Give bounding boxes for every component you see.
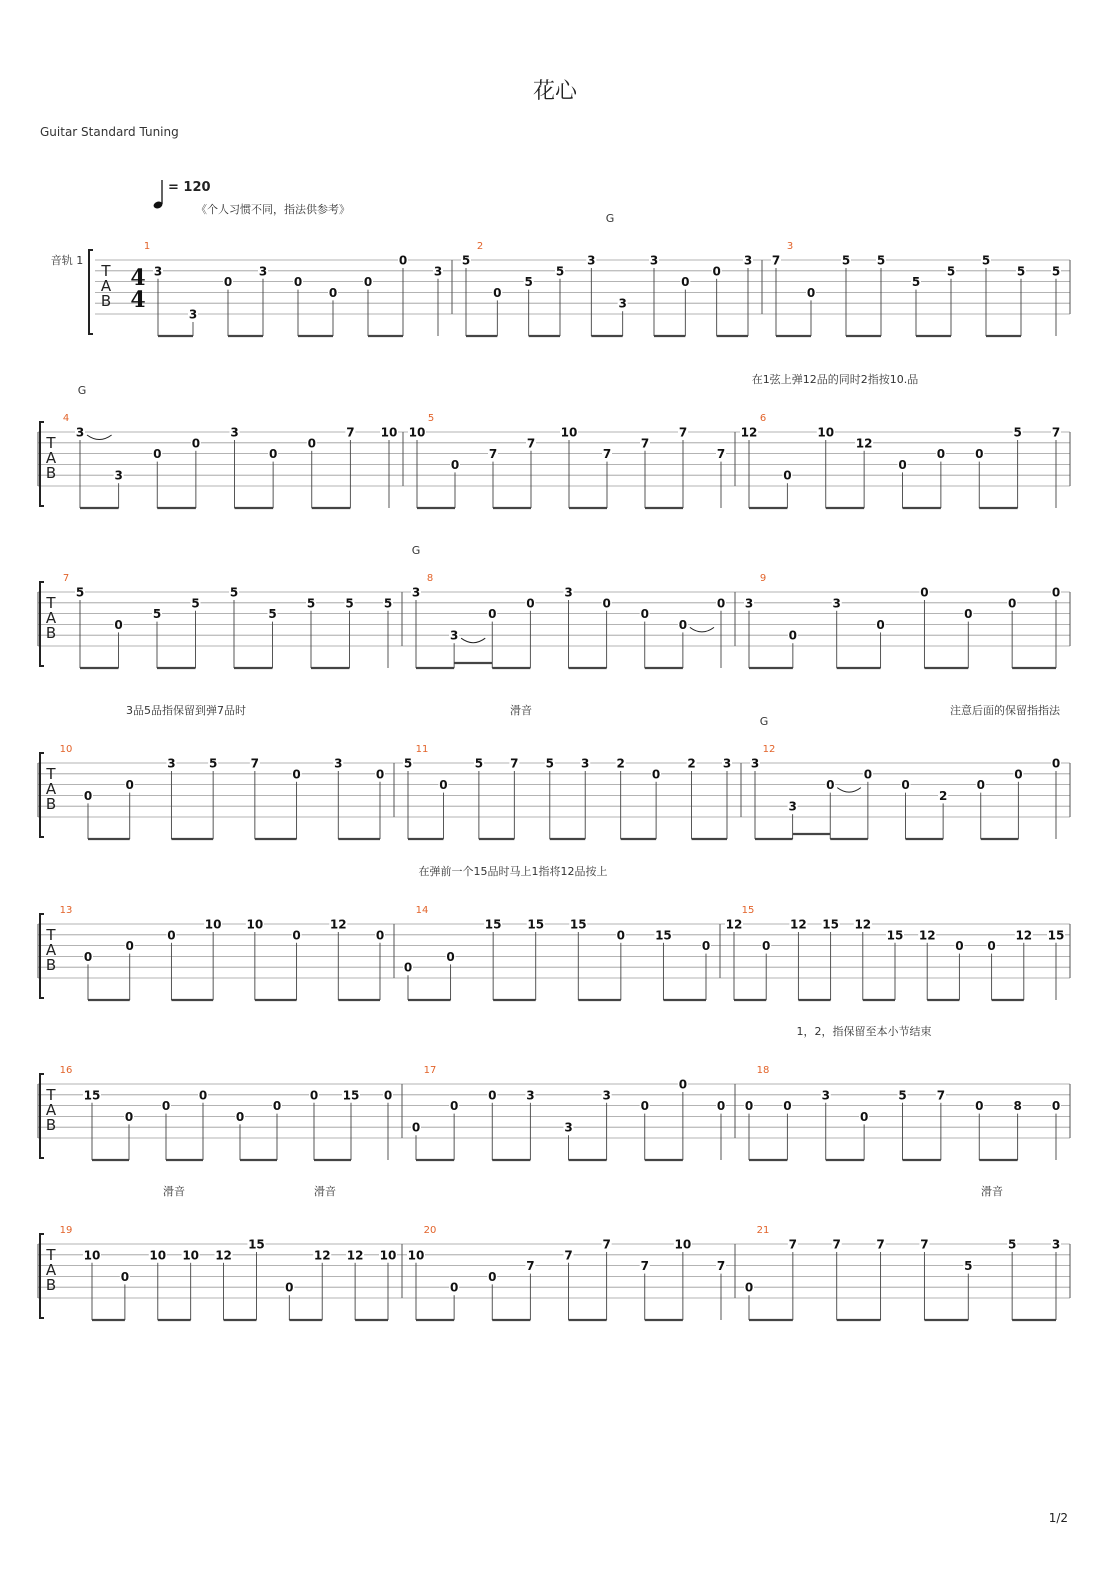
tab-clef-letter: T [101,262,111,280]
fret-number: 0 [161,1099,171,1114]
fret-number: 5 [152,607,162,622]
fret-number: 0 [616,928,626,943]
fret-number: 5 [964,1259,973,1274]
fret-number: 0 [488,1269,497,1284]
fret-number: 3 [1051,1237,1061,1252]
fret-number: 5 [545,756,554,771]
fret-number: 3 [587,253,596,268]
fret-number: 0 [681,275,690,290]
tuning-label: Guitar Standard Tuning [40,125,179,139]
fret-number: 0 [449,1280,459,1295]
fret-number: 3 [114,468,123,483]
measure-number: 8 [426,573,434,584]
fret-number: 5 [191,596,200,611]
fret-number: 0 [744,1280,754,1295]
fret-number: 12 [313,1248,331,1263]
tab-system [38,1184,1070,1320]
fret-number: 0 [898,457,907,472]
fret-number: 12 [855,436,873,451]
performance-note: 滑音 [981,1185,1003,1198]
fret-number: 7 [526,436,536,451]
fret-number: 0 [328,285,338,300]
fret-number: 0 [976,778,985,793]
fret-number: 3 [230,425,239,440]
measure-number: 3 [786,241,794,252]
tab-clef-letter: T [46,594,56,612]
measure-number: 5 [427,413,435,424]
fret-number: 12 [346,1248,364,1263]
measure-number: 16 [59,1065,73,1076]
fret-number: 0 [716,1099,726,1114]
fret-number: 3 [722,756,732,771]
fret-number: 3 [188,307,198,322]
fret-number: 10 [182,1248,200,1263]
fret-number: 10 [379,1248,397,1263]
fret-number: 7 [510,756,519,771]
fret-number: 0 [272,1099,282,1114]
fret-number: 3 [744,596,754,611]
fret-number: 0 [1014,767,1023,782]
tab-clef-letter: B [45,795,57,813]
track-name: 音轨 1 [50,254,84,267]
fret-number: 0 [493,285,502,300]
fret-number: 0 [120,1269,130,1284]
tab-clef-letter: A [45,609,57,627]
fret-number: 3 [581,756,590,771]
fret-number: 0 [125,778,134,793]
performance-note: 滑音 [314,1185,336,1198]
fret-number: 5 [403,756,413,771]
fret-number: 0 [744,1099,754,1114]
fret-number: 12 [854,917,872,932]
fret-number: 0 [806,285,816,300]
fret-number: 0 [987,939,996,954]
fret-number: 5 [474,756,484,771]
fret-number: 0 [285,1280,294,1295]
fret-number: 7 [788,1237,798,1252]
fret-number: 0 [1051,756,1061,771]
fret-number: 0 [964,607,973,622]
fret-number: 5 [1016,264,1026,279]
tie-arc [461,638,485,643]
measure-number: 20 [423,1225,437,1236]
tab-clef-letter: T [46,1246,56,1264]
fret-number: 12 [918,928,936,943]
performance-note: 注意后面的保留指指法 [950,704,1060,717]
fret-number: 5 [555,264,565,279]
tab-system [38,703,1070,839]
fret-number: 0 [153,447,162,462]
fret-number: 0 [712,264,721,279]
measure-number: 9 [759,573,767,584]
fret-number: 0 [198,1088,208,1103]
fret-number: 12 [215,1248,232,1263]
fret-number: 3 [821,1088,830,1103]
tab-clef-letter: A [45,1261,57,1279]
fret-number: 0 [439,778,448,793]
fingering-hint: 《个人习惯不同，指法供参考》 [196,203,350,216]
fret-number: 0 [191,436,201,451]
fret-number: 3 [788,799,797,814]
measure-number: 6 [759,413,767,424]
chord-label: G [759,715,769,728]
fret-number: 12 [725,917,743,932]
tab-clef-letter: A [45,941,57,959]
fret-number: 7 [678,425,688,440]
fret-number: 0 [1007,596,1017,611]
measure-number: 13 [59,905,73,916]
tab-clef-letter: B [45,464,57,482]
fret-number: 0 [293,275,303,290]
fret-number: 0 [309,1088,319,1103]
fret-number: 5 [911,275,921,290]
tie-arc [87,435,112,440]
fret-number: 12 [740,425,758,440]
fret-number: 7 [832,1237,841,1252]
fret-number: 15 [886,928,904,943]
fret-number: 0 [602,596,611,611]
tab-system [38,372,1070,508]
fret-number: 10 [204,917,222,932]
fret-number: 5 [306,596,316,611]
fret-number: 0 [450,457,460,472]
fret-number: 0 [235,1109,245,1124]
fret-number: 5 [229,585,239,600]
fret-number: 15 [655,928,672,943]
fret-number: 0 [83,949,93,964]
fret-number: 0 [783,468,792,483]
fret-number: 3 [449,628,459,643]
fret-number: 10 [149,1248,167,1263]
fret-number: 0 [863,767,873,782]
fret-number: 0 [363,275,373,290]
fret-number: 7 [564,1248,573,1263]
fret-number: 0 [125,939,134,954]
fret-number: 15 [248,1237,265,1252]
fret-number: 10 [407,1248,425,1263]
fret-number: 0 [678,617,688,632]
fret-number: 7 [640,436,650,451]
fret-number: 7 [602,447,612,462]
fret-number: 0 [762,939,771,954]
fret-number: 0 [398,253,408,268]
fret-number: 5 [524,275,533,290]
fret-number: 0 [83,788,93,803]
fret-number: 5 [461,253,471,268]
performance-note: 1，2，指保留至本小节结束 [796,1025,932,1038]
fret-number: 3 [602,1088,611,1103]
performance-note: 3品5品指保留到弹7品时 [126,704,246,717]
tab-clef-letter: B [45,1276,57,1294]
tab-clef-letter: B [100,292,112,310]
fret-number: 15 [484,917,502,932]
measure-number: 7 [62,573,70,584]
fret-number: 5 [981,253,991,268]
system-bracket [89,250,93,334]
fret-number: 5 [898,1088,907,1103]
tab-clef-letter: A [45,1101,57,1119]
fret-number: 0 [411,1120,421,1135]
fret-number: 10 [560,425,578,440]
chord-label: G [605,212,615,225]
fret-number: 0 [1051,1099,1061,1114]
song-title: 花心 [532,79,577,104]
fret-number: 0 [788,628,798,643]
performance-note: 在1弦上弹12品的同时2指按10.品 [751,373,919,386]
measure-number: 17 [423,1065,437,1076]
measure-number: 19 [59,1225,73,1236]
fret-number: 15 [569,917,587,932]
fret-number: 2 [938,788,948,803]
tab-clef-letter: T [46,765,56,783]
fret-number: 5 [345,596,354,611]
fret-number: 5 [383,596,393,611]
fret-number: 15 [83,1088,101,1103]
fret-number: 0 [783,1099,792,1114]
fret-number: 8 [1013,1099,1022,1114]
measure-number: 18 [756,1065,770,1076]
fret-number: 10 [408,425,426,440]
measure-number: 1 [143,241,151,252]
tab-clef-letter: T [46,926,56,944]
fret-number: 15 [1047,928,1065,943]
chord-label: G [411,544,421,557]
fret-number: 0 [901,778,910,793]
fret-number: 0 [640,1099,649,1114]
tab-system [38,864,1070,1000]
fret-number: 0 [920,585,929,600]
fret-number: 0 [114,617,123,632]
fret-number: 0 [1051,585,1061,600]
measure-number: 15 [741,905,755,916]
fret-number: 7 [936,1088,946,1103]
tab-clef-letter: A [100,277,112,295]
fret-number: 0 [124,1109,134,1124]
fret-number: 10 [246,917,264,932]
fret-number: 0 [268,447,278,462]
fret-number: 0 [446,949,455,964]
fret-number: 3 [433,264,443,279]
performance-note: 在弹前一个15品时马上1指将12品按上 [418,865,608,878]
fret-number: 0 [651,767,661,782]
fret-number: 7 [602,1237,611,1252]
tab-system [51,212,1070,336]
fret-number: 0 [716,596,726,611]
time-signature-bottom: 4 [130,287,146,313]
fret-number: 3 [411,585,421,600]
page-number: 1/2 [1048,1511,1068,1525]
fret-number: 0 [307,436,316,451]
fret-number: 0 [167,928,176,943]
fret-number: 0 [876,617,885,632]
fret-number: 3 [564,1120,573,1135]
chord-label: G [77,384,87,397]
fret-number: 5 [946,264,956,279]
fret-number: 7 [526,1259,535,1274]
fret-number: 3 [526,1088,535,1103]
fret-number: 0 [526,596,535,611]
fret-number: 2 [616,756,625,771]
fret-number: 3 [564,585,573,600]
measure-number: 21 [756,1225,770,1236]
fret-number: 3 [167,756,176,771]
tab-clef-letter: T [46,434,56,452]
fret-number: 0 [955,939,964,954]
fret-number: 5 [268,607,277,622]
fret-number: 12 [1015,928,1033,943]
measure-number: 12 [762,744,776,755]
fret-number: 5 [1013,425,1022,440]
fret-number: 15 [342,1088,360,1103]
tab-clef-letter: T [46,1086,56,1104]
measure-number: 14 [415,905,429,916]
time-signature-top: 4 [130,265,146,291]
tie-arc [690,627,714,632]
fret-number: 0 [859,1109,869,1124]
tab-system [38,1024,1070,1160]
measure-number: 10 [59,744,73,755]
fret-number: 0 [975,1099,984,1114]
fret-number: 10 [380,425,398,440]
tab-system [38,544,1070,668]
fret-number: 3 [334,756,343,771]
fret-number: 5 [1007,1237,1017,1252]
fret-number: 5 [208,756,218,771]
fret-number: 0 [936,447,946,462]
fret-number: 3 [618,296,627,311]
fret-number: 0 [375,928,385,943]
fret-number: 5 [75,585,85,600]
fret-number: 3 [750,756,760,771]
fret-number: 7 [640,1259,649,1274]
fret-number: 0 [701,939,711,954]
measure-number: 4 [62,413,70,424]
fret-number: 12 [790,917,807,932]
fret-number: 15 [822,917,839,932]
fret-number: 5 [1051,264,1061,279]
fret-number: 0 [488,607,497,622]
fret-number: 7 [250,756,260,771]
fret-number: 3 [153,264,163,279]
tempo-value: = 120 [168,180,211,195]
performance-note: 滑音 [510,704,532,717]
fret-number: 7 [716,1259,726,1274]
fret-number: 3 [75,425,85,440]
tab-clef-letter: B [45,624,57,642]
fret-number: 0 [223,275,233,290]
fret-number: 7 [488,447,498,462]
fret-number: 7 [716,447,726,462]
fret-number: 7 [771,253,781,268]
fret-number: 3 [649,253,659,268]
fret-number: 0 [640,607,649,622]
fret-number: 0 [678,1077,688,1092]
fret-number: 0 [975,447,984,462]
fret-number: 3 [258,264,268,279]
tab-clef-letter: B [45,1116,57,1134]
fret-number: 7 [1051,425,1061,440]
fret-number: 10 [83,1248,101,1263]
fret-number: 15 [527,917,545,932]
fret-number: 0 [292,928,301,943]
fret-number: 10 [674,1237,692,1252]
fret-number: 0 [449,1099,459,1114]
tab-clef-letter: B [45,956,57,974]
fret-number: 0 [292,767,301,782]
fret-number: 0 [826,778,835,793]
measure-number: 11 [415,744,429,755]
tab-clef-letter: A [45,449,57,467]
fret-number: 3 [743,253,753,268]
fret-number: 0 [383,1088,393,1103]
fret-number: 5 [841,253,851,268]
performance-note: 滑音 [163,1185,185,1198]
fret-number: 7 [920,1237,929,1252]
fret-number: 0 [375,767,385,782]
fret-number: 12 [329,917,347,932]
tab-clef-letter: A [45,780,57,798]
fret-number: 7 [346,425,355,440]
fret-number: 5 [876,253,886,268]
fret-number: 7 [876,1237,885,1252]
fret-number: 2 [687,756,696,771]
measure-number: 2 [476,241,484,252]
fret-number: 10 [817,425,835,440]
tie-arc [837,788,861,793]
fret-number: 0 [488,1088,497,1103]
fret-number: 0 [403,960,413,975]
fret-number: 3 [832,596,841,611]
